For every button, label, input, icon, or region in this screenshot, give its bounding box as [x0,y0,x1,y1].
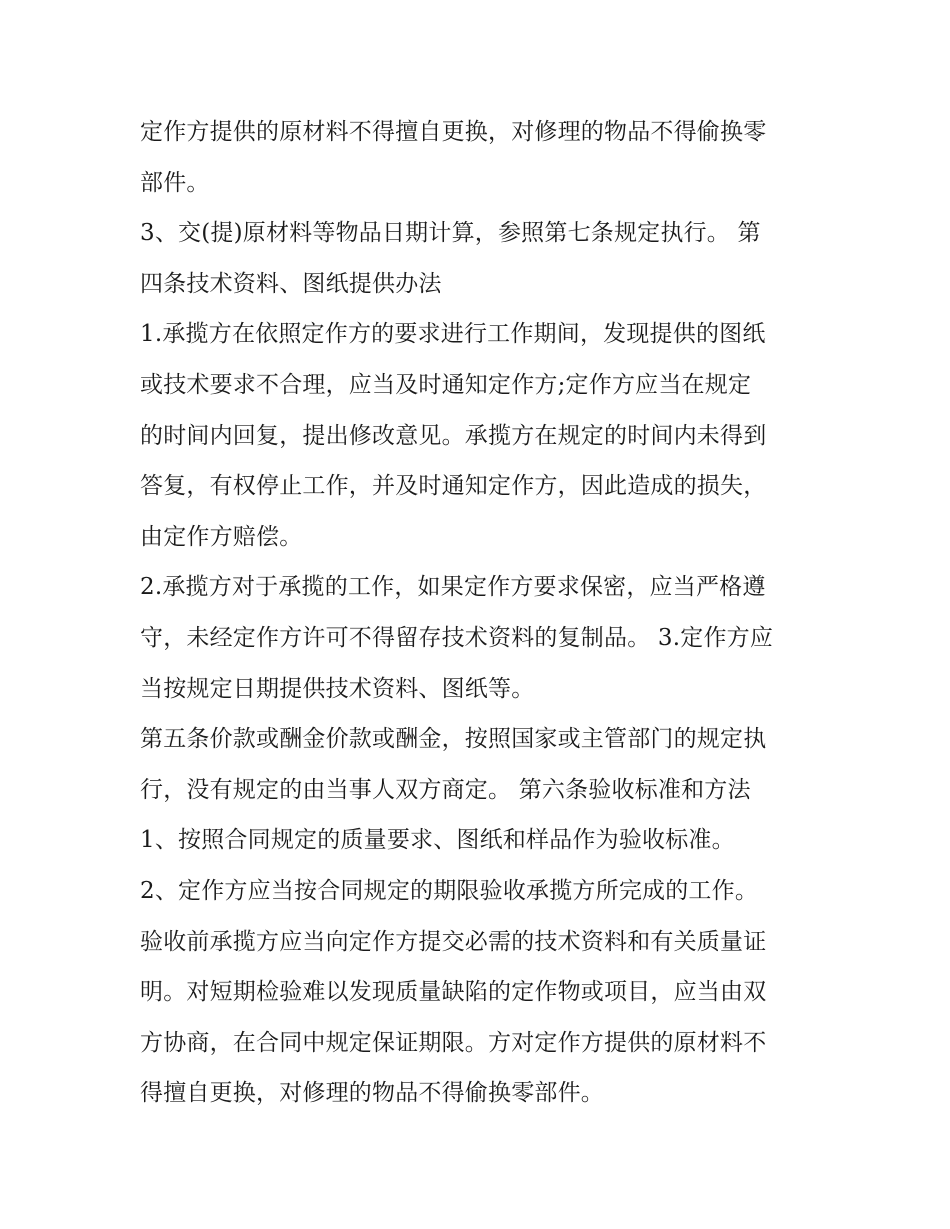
text-line: 方协商，在合同中规定保证期限。方对定作方提供的原材料不 [140,1029,767,1056]
text-line: 部件。 [140,169,210,196]
text-line: 明。对短期检验难以发现质量缺陷的定作物或项目，应当由双 [140,979,767,1006]
text-line: 2、定作方应当按合同规定的期限验收承揽方所完成的工作。 [140,877,759,904]
text-line: 1.承揽方在依照定作方的要求进行工作期间，发现提供的图纸 [140,321,766,348]
text-line: 或技术要求不合理，应当及时通知定作方;定作方应当在规定 [140,371,752,398]
text-line: 3、交(提)原材料等物品日期计算，参照第七条规定执行。 第 [140,220,761,247]
text-line: 定作方提供的原材料不得擅自更换，对修理的物品不得偷换零 [140,119,767,145]
text-line: 行，没有规定的由当事人双方商定。 第六条验收标准和方法 [140,776,751,803]
text-line: 得擅自更换，对修理的物品不得偷换零部件。 [140,1080,604,1107]
text-line: 2.承揽方对于承揽的工作，如果定作方要求保密，应当严格遵 [140,574,766,601]
text-line: 验收前承揽方应当向定作方提交必需的技术资料和有关质量证 [140,928,767,955]
text-line: 当按规定日期提供技术资料、图纸等。 [140,675,535,702]
document-body [140,107,820,1119]
text-line: 答复，有权停止工作，并及时通知定作方，因此造成的损失， [140,473,767,500]
text-line: 由定作方赔偿。 [140,523,303,550]
text-line: 的时间内回复，提出修改意见。承揽方在规定的时间内未得到 [140,422,767,449]
text-line: 四条技术资料、图纸提供办法 [140,270,442,297]
text-line: 1、按照合同规定的质量要求、图纸和样品作为验收标准。 [140,827,735,854]
text-line: 第五条价款或酬金价款或酬金，按照国家或主管部门的规定执 [140,726,767,753]
text-line: 守，未经定作方许可不得留存技术资料的复制品。 3.定作方应 [140,624,774,651]
